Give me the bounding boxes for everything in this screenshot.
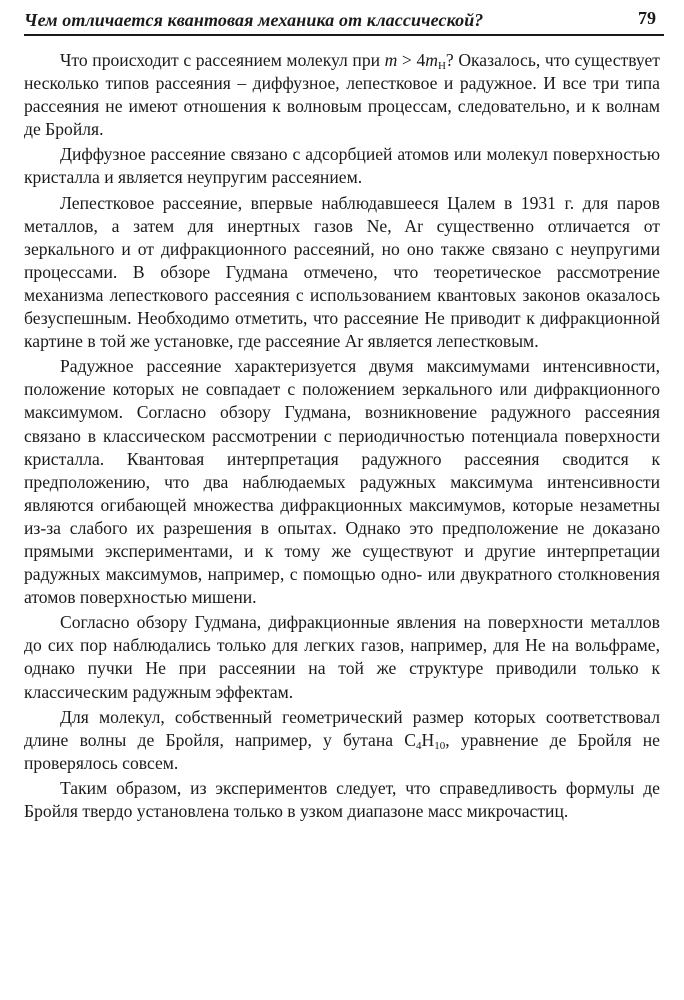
mass-m: m: [384, 50, 398, 70]
formula-sub-4: 4: [416, 739, 422, 752]
paragraph-7: Таким образом, из экспериментов следует, что справедливость формулы де Бройля твердо установлена только в узком диапазоне масс микрочастиц.: [24, 777, 660, 821]
p6-after: , уравнение де Бройля не проверялось совсем.: [24, 729, 660, 773]
paragraph-6: [24, 706, 660, 775]
p1-lead: Что происходит с рассеянием молекул при: [60, 50, 385, 70]
body-text: [24, 49, 660, 823]
mass-mh: m: [425, 50, 438, 70]
p6-text: Для молекул, собственный геометрический размер которых соответствовал длине волны де Бройля, например, у бутана C: [24, 706, 660, 750]
running-title: Чем отличается квантовая механика от классической?: [24, 10, 484, 30]
paragraph-3: Лепестковое рассеяние, впервые наблюдавшееся Цалем в 1931 г. для паров металлов, а затем для инертных газов Ne, Ar существенно отличается от зеркального и от дифракционного рассеяний, но оно также связано с неупругими процессами. В обзоре Гудмана отмечено, что теоретическое рассмотрение механизма лепесткового рассеяния с использованием квантовых законов оказалось безуспешным. Необходимо отметить, что рассеяние He приводит к дифракционной картине в той же установке, где рассеяние Ar является лепестковым.: [24, 192, 660, 352]
page-number: 79: [638, 8, 656, 28]
mass-op: > 4: [397, 50, 426, 70]
mass-sub-h: H: [437, 60, 446, 72]
p1-rest: ? Оказалось, что существует несколько типов рассеяния – диффузное, лепестковое и радужное. И все три типа рассеяния не имеют отношения к волновым процессам, следовательно, и к волнам де Бройля.: [24, 50, 660, 140]
paragraph-2: Диффузное рассеяние связано с адсорбцией атомов или молекул поверхностью кристалла и является неупругим рассеянием.: [24, 144, 660, 188]
formula-sub-10: 10: [434, 739, 446, 752]
paragraph-5: Согласно обзору Гудмана, дифракционные явления на поверхности металлов до сих пор наблюдались только для легких газов, например, для He на вольфраме, однако пучки He при рассеянии на той же структуре приводили только к классическим радужным эффектам.: [24, 612, 660, 702]
paragraph-1: [24, 49, 660, 141]
paragraph-4: Радужное рассеяние характеризуется двумя максимумами интенсивности, положение которых не совпадает с положением зеркального или дифракционного максимумом. Согласно обзору Гудмана, возникновение радужного рассеяния связано в классическом рассмотрении с периодичностью потенциала поверхности кристалла. Квантовая интерпретация радужного рассеяния сводится к предположению, что два наблюдаемых радужных максимума интенсивности являются огибающей множества дифракционных максимумов, которые незаметны из-за слабого их разрешения в опытах. Однако это предположение не доказано прямыми экспериментами, и к тому же существуют и другие интерпретации радужных максимумов, например, с помощью одно- или двукратного столкновения атомов поверхностью мишени.: [24, 356, 660, 608]
page-header: [24, 6, 664, 36]
header-rule: [24, 34, 664, 36]
formula-h: H: [421, 729, 435, 750]
